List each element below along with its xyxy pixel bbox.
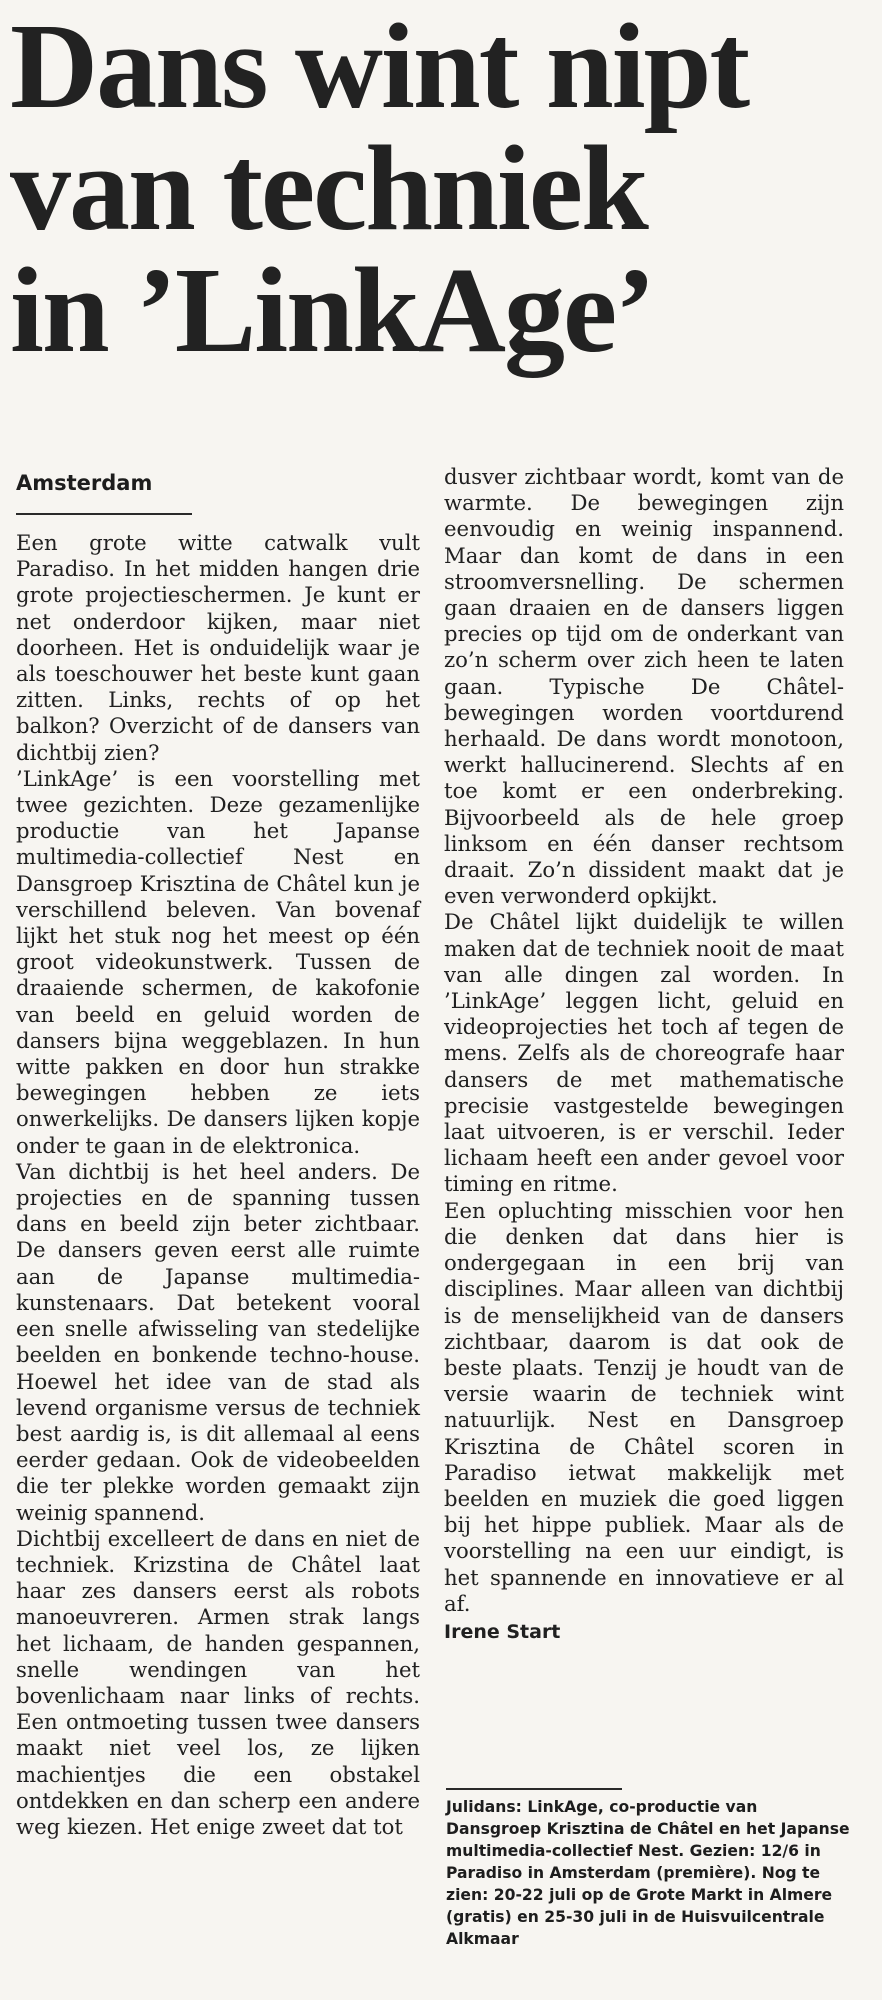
- paragraph: Een opluchting misschien voor hen die denken dat dans hier is ondergegaan in een brij van disciplines. Maar alleen van dichtbij is de menselijkheid van de dansers zichtbaar, daarom is dat ook de beste plaats. Tenzij je houdt van de versie waarin de techniek wint natuurlijk. Nest en Dansgroep Krisztina de Châtel scoren in Paradiso ietwat makkelijk met beelden en muziek die goed liggen bij het hippe publiek. Maar als de voorstelling na een uur eindigt, is het spannende en innovatieve er al af.: [444, 1197, 844, 1616]
- left-column: [16, 500, 420, 1840]
- headline: [10, 0, 870, 378]
- right-column: [444, 464, 844, 1645]
- infobox-rule: [446, 1788, 622, 1790]
- headline-line-3: in ’LinkAge’: [10, 243, 654, 378]
- paragraph: Dichtbij excelleert de dans en niet de techniek. Krizstina de Châtel laat haar zes dansers eerst als robots manoeuvreren. Armen strak langs het lichaam, de handen gespannen, snelle wendingen van het bovenlichaam naar links of rechts. Een ontmoeting tussen twee dansers maakt niet veel los, ze lijken machientjes die een obstakel ontdekken en dan scherp een andere weg kiezen. Het enige zweet dat tot: [16, 1525, 420, 1839]
- paragraph: Een grote witte catwalk vult Paradiso. In het midden hangen drie grote projectieschermen. Je kunt er net onderdoor kijken, maar niet doorheen. Het is onduidelijk waar je als toeschouwer het beste kunt gaan zitten. Links, rechts of op het balkon? Overzicht of de dansers van dichtbij zien?: [16, 530, 420, 765]
- infobox: Julidans: LinkAge, co-productie van Dansgroep Krisztina de Châtel en het Japanse multimedia-collectief Nest. Gezien: 12/6 in Paradiso in Amsterdam (première). Nog te zien: 20-22 juli op de Grote Markt in Almere (gratis) en 25-30 juli in de Huisvuilcentrale Alkmaar: [446, 1798, 850, 1948]
- paragraph: De Châtel lijkt duidelijk te willen maken dat de techniek nooit de maat van alle dingen zal worden. In ’LinkAge’ leggen licht, geluid en videoprojecties het toch af tegen de mens. Zelfs als de choreografe haar dansers de met mathematische precisie vastgestelde bewegingen laat uitvoeren, is er verschil. Ieder lichaam heeft een ander gevoel voor timing en ritme.: [444, 909, 844, 1197]
- headline-line-2: van techniek: [10, 121, 647, 256]
- dateline: Amsterdam: [16, 471, 153, 495]
- headline-line-1: Dans wint nipt: [10, 0, 749, 134]
- byline: Irene Start: [444, 1620, 561, 1643]
- paragraph: Van dichtbij is het heel anders. De projecties en de spanning tussen dans en beeld zijn beter zichtbaar. De dansers geven eerst alle ruimte aan de Japanse multimedia-kunstenaars. Dat betekent vooral een snelle afwisseling van stedelijke beelden en bonkende techno-house. Hoewel het idee van de stad als levend organisme versus de techniek best aardig is, is dit allemaal al eens eerder gedaan. Ook de videobeelden die ter plekke worden gemaakt zijn weinig spannend.: [16, 1158, 420, 1525]
- paragraph: ’LinkAge’ is een voorstelling met twee gezichten. Deze gezamenlijke productie van het Japanse multimedia-collectief Nest en Dansgroep Krisztina de Châtel kun je verschillend beleven. Van bovenaf lijkt het stuk nog het meest op één groot videokunstwerk. Tussen de draaiende schermen, de kakofonie van beeld en geluid worden de dansers bijna weggeblazen. In hun witte pakken en door hun strakke bewegingen hebben ze iets onwerkelijks. De dansers lijken kopje onder te gaan in de elektronica.: [16, 765, 420, 1158]
- paragraph: dusver zichtbaar wordt, komt van de warmte. De bewegingen zijn eenvoudig en weinig inspannend. Maar dan komt de dans in een stroomversnelling. De schermen gaan draaien en de dansers liggen precies op tijd om de onderkant van zo’n scherm over zich heen te laten gaan. Typische De Châtel-bewegingen worden voortdurend herhaald. De dans wordt monotoon, werkt hallucinerend. Slechts af en toe komt er een onderbreking. Bijvoorbeeld als de hele groep linksom en één danser rechtsom draait. Zo’n dissident maakt dat je even verwonderd opkijkt.: [444, 464, 844, 909]
